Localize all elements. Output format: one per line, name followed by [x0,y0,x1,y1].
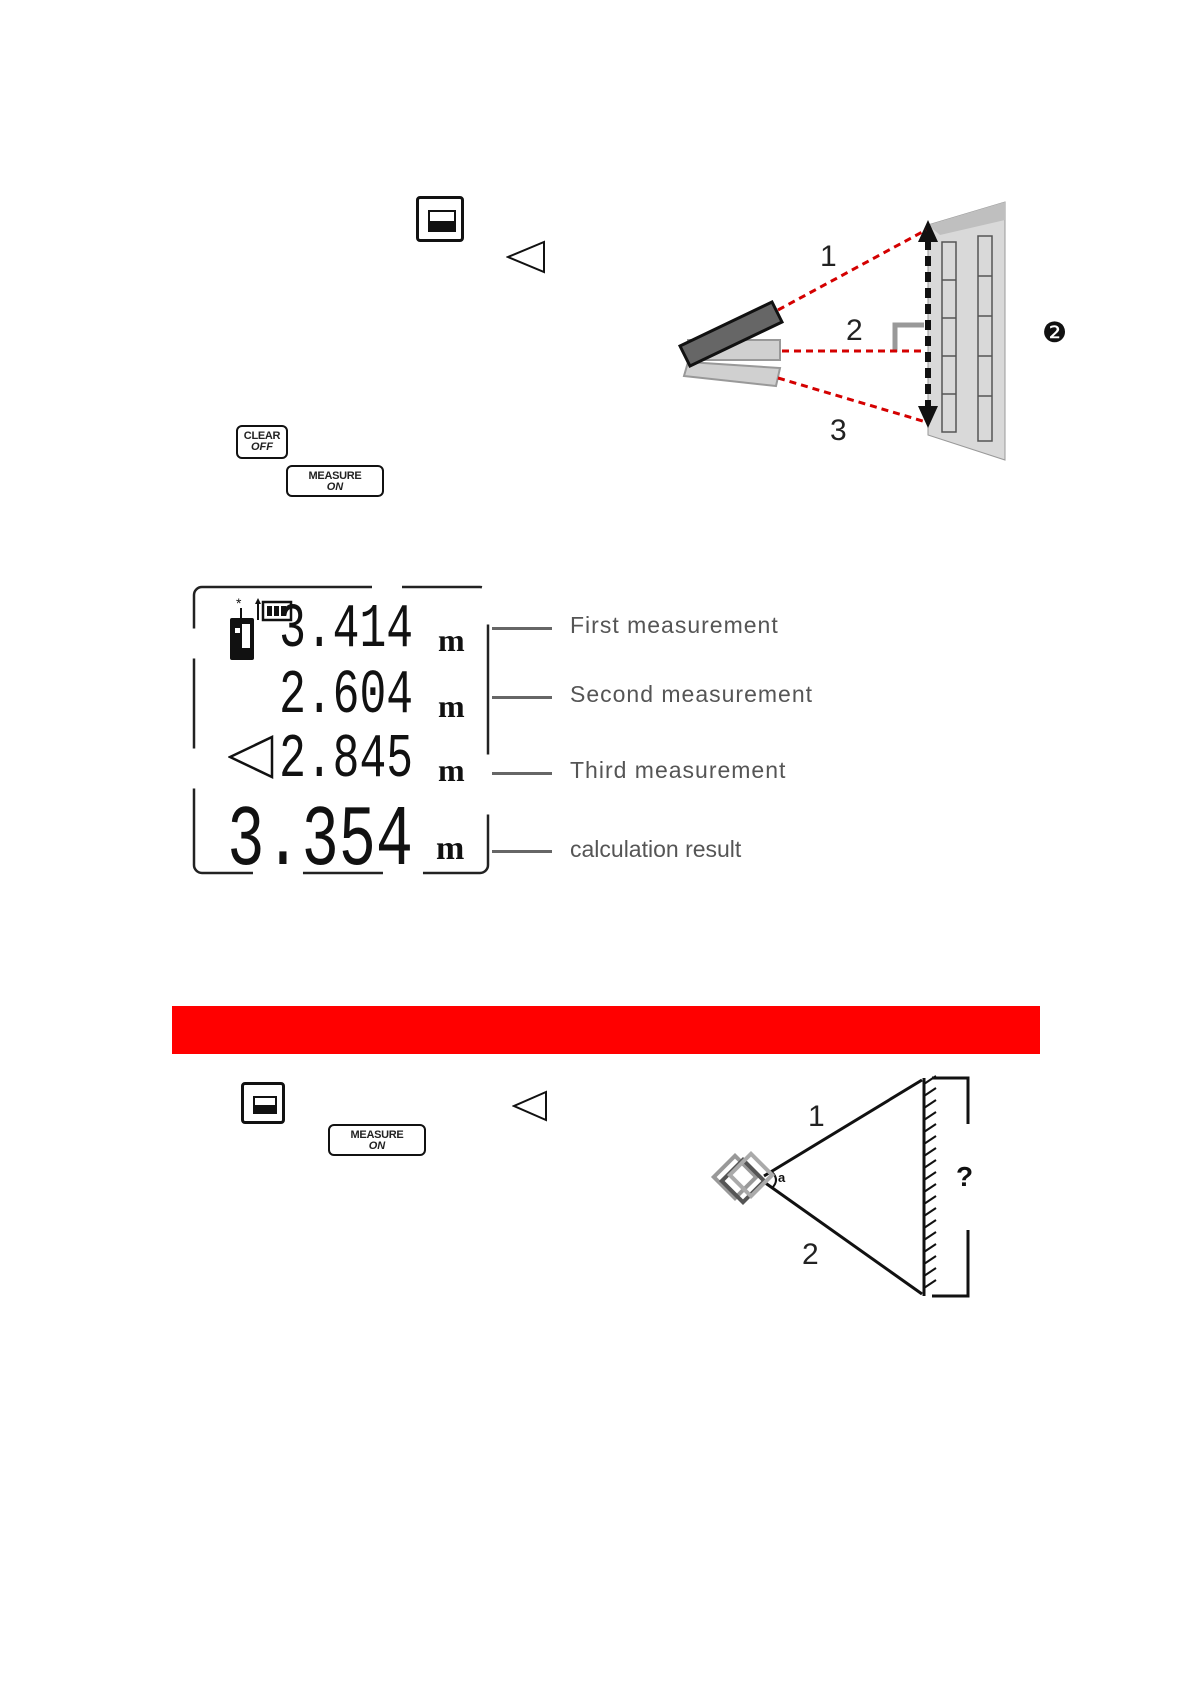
off-key-label: OFF [251,441,273,453]
angle-measurement-figure [700,1068,1030,1308]
label-calculation-result: calculation result [570,836,742,862]
height-measurement-figure [670,190,1080,480]
beam-label-2: 2 [846,314,863,347]
beam-label-1: 1 [820,240,837,273]
lcd-calculation-result: 3.354 [227,792,413,890]
lcd-triangle-icon [228,735,274,779]
svg-text:*: * [236,595,242,611]
unknown-bracket [932,1078,968,1124]
rangefinder-device [714,1154,772,1202]
leader-line-3 [492,772,552,775]
section-banner [172,1006,1040,1054]
label-first-measurement: First measurement [570,612,779,638]
lcd-unit-2: m [438,688,465,724]
label-second-measurement: Second measurement [570,681,814,707]
beam-1 [778,230,926,310]
measure-key-label-2: MEASURE [350,1129,404,1141]
lcd-unit-1: m [438,622,465,658]
line-1 [764,1080,922,1176]
rangefinder-device-low [684,362,780,386]
clear-key-label: CLEAR [243,430,281,442]
leader-line-2 [492,696,552,699]
beam-3 [778,378,926,422]
measure-on-key-2 [328,1124,426,1156]
line-label-1: 1 [808,1100,825,1133]
measure-key-label: MEASURE [308,470,362,482]
line-2 [764,1182,922,1294]
triangle-symbol-icon [506,240,546,274]
clear-off-key [236,425,288,459]
on-key-label: ON [326,481,344,493]
lcd-unit-3: m [438,752,465,788]
area-function-key-icon-2 [241,1082,285,1124]
triangle-symbol-icon-2 [512,1090,548,1122]
leader-line-4 [492,850,552,853]
wall-hatching [924,1076,936,1288]
figure-number: ❷ [1042,317,1068,348]
label-third-measurement: Third measurement [570,757,787,783]
building [928,202,1005,460]
measure-on-key [286,465,384,497]
on-key-label-2: ON [368,1140,386,1152]
unknown-label: ? [956,1161,974,1192]
angle-label: a [778,1170,786,1185]
beam-label-3: 3 [830,414,847,447]
line-label-2: 2 [802,1238,819,1271]
lcd-reading-3: 2.845 [279,724,413,795]
area-function-key-icon [416,196,464,242]
leader-line-1 [492,627,552,630]
lcd-unit-4: m [436,830,465,867]
lcd-reading-2: 2.604 [279,660,413,731]
lcd-reading-1: 3.414 [279,594,413,665]
